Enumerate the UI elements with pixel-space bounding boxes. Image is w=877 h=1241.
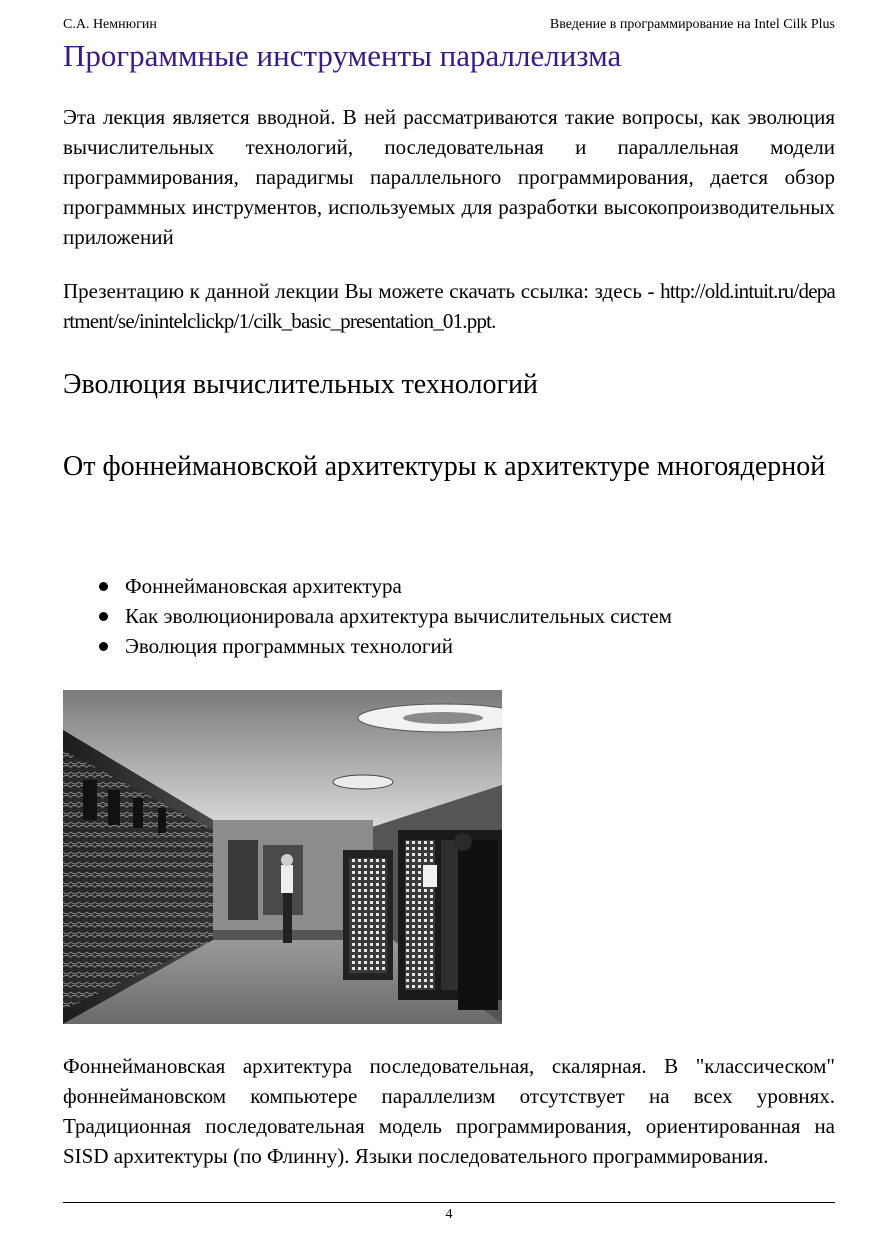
- presentation-text: Презентацию к данной лекции Вы можете скачать ссылка: здесь -: [63, 279, 655, 303]
- document-page: [63, 0, 835, 1241]
- header-author: С.А. Немнюгин: [63, 17, 157, 32]
- topic-list: [63, 571, 672, 661]
- architecture-paragraph: Фоннеймановская архитектура последовательная, скалярная. В "классическом" фоннеймановском компьютере параллелизм отсутствует на всех уровнях. Традиционная последовательная модель программирования, ориентированная на SISD архитектуры (по Флинну). Языки последовательного программирования.: [63, 1054, 835, 1168]
- topic-label: Как эволюционировала архитектура вычислительных систем: [125, 604, 672, 628]
- section-heading: Эволюция вычислительных технологий: [63, 369, 538, 400]
- running-header: [63, 16, 835, 34]
- bullet-icon: [99, 582, 108, 591]
- header-course-title: Введение в программирование на Intel Cilk Plus: [549, 17, 835, 32]
- presentation-paragraph: [63, 276, 835, 336]
- eniac-photo: [63, 690, 502, 1024]
- topic-list-item: [63, 631, 672, 661]
- footer-divider: [63, 1202, 835, 1203]
- bullet-icon: [99, 612, 108, 621]
- topic-label: Фоннеймановская архитектура: [125, 574, 402, 598]
- bullet-icon: [99, 642, 108, 651]
- lecture-title: Программные инструменты параллелизма: [63, 38, 622, 73]
- subsection-heading: От фоннеймановской архитектуры к архитектуре многоядерной: [63, 451, 826, 482]
- topic-list-item: [63, 601, 672, 631]
- intro-paragraph: Эта лекция является вводной. В ней рассматриваются такие вопросы, как эволюция вычислительных технологий, последовательная и параллельная модели программирования, парадигмы параллельного программирования, дается обзор программных инструментов, используемых для разработки высокопроизводительных приложений: [63, 105, 835, 249]
- presentation-link[interactable]: http://old.intuit.ru/department/se/inintelclickp/1/cilk_basic_presentation_01.ppt.: [63, 279, 835, 333]
- page-number: 4: [445, 1207, 453, 1222]
- topic-label: Эволюция программных технологий: [125, 634, 454, 658]
- topic-list-item: [63, 571, 672, 601]
